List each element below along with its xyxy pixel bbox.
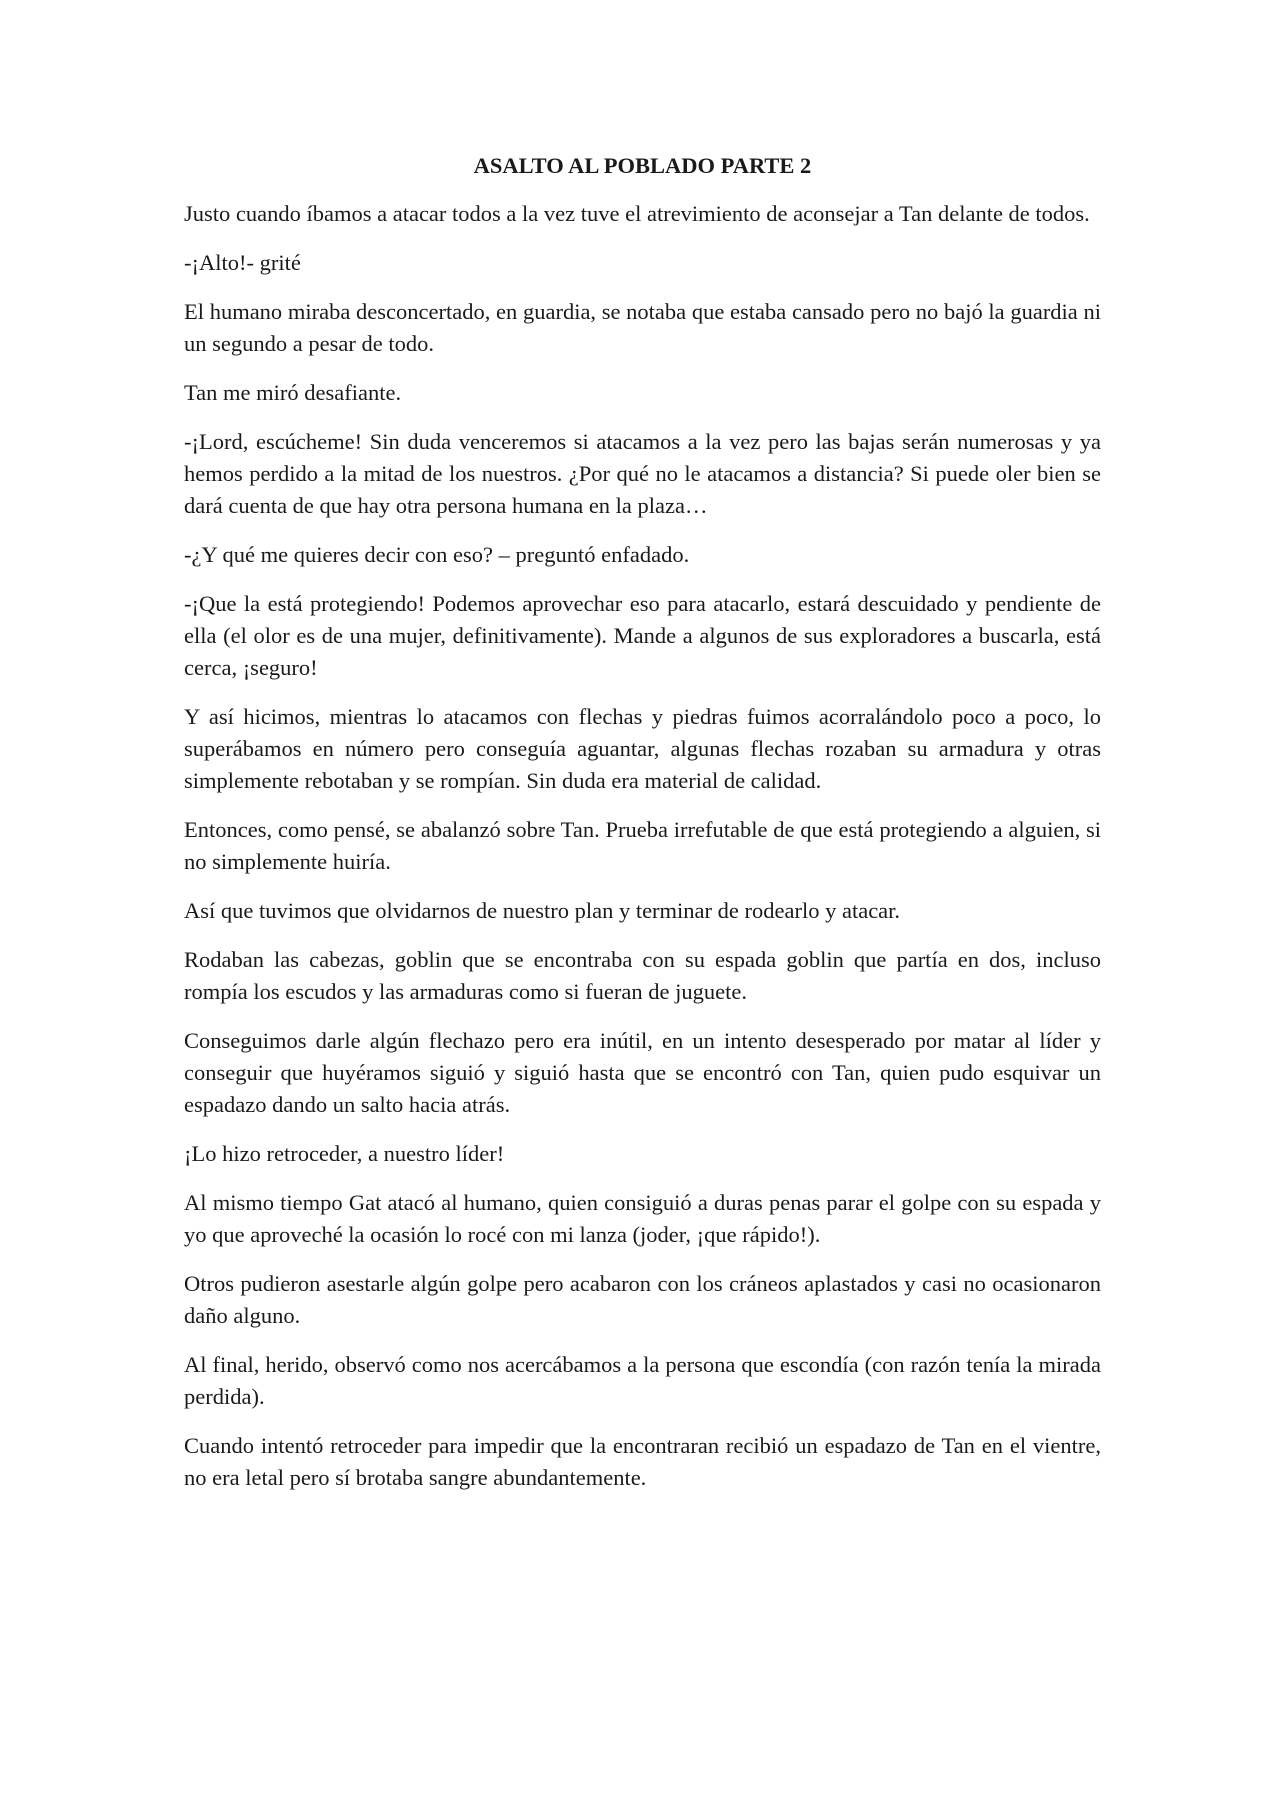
paragraph: -¡Que la está protegiendo! Podemos aprovechar eso para atacarlo, estará descuidado y pendiente de ella (el olor es de una mujer, definitivamente). Mande a algunos de sus exploradores a buscarla, está cerca, ¡seguro! — [184, 591, 1101, 680]
paragraph: El humano miraba desconcertado, en guardia, se notaba que estaba cansado pero no bajó la guardia ni un segundo a pesar de todo. — [184, 299, 1101, 356]
paragraph: Conseguimos darle algún flechazo pero era inútil, en un intento desesperado por matar al líder y conseguir que huyéramos siguió y siguió hasta que se encontró con Tan, quien pudo esquivar un espadazo dando un salto hacia atrás. — [184, 1028, 1101, 1117]
paragraph: Otros pudieron asestarle algún golpe pero acabaron con los cráneos aplastados y casi no ocasionaron daño alguno. — [184, 1271, 1101, 1328]
paragraph: Así que tuvimos que olvidarnos de nuestro plan y terminar de rodearlo y atacar. — [184, 898, 901, 923]
paragraph: -¡Lord, escúcheme! Sin duda venceremos si atacamos a la vez pero las bajas serán numerosas y ya hemos perdido a la mitad de los nuestros. ¿Por qué no le atacamos a distancia? Si puede oler bien se dará cuenta de que hay otra persona humana en la plaza… — [184, 429, 1101, 518]
paragraph: ¡Lo hizo retroceder, a nuestro líder! — [184, 1141, 505, 1166]
paragraph: Justo cuando íbamos a atacar todos a la vez tuve el atrevimiento de aconsejar a Tan delante de todos. — [184, 201, 1090, 226]
paragraph: -¿Y qué me quieres decir con eso? – preguntó enfadado. — [184, 542, 690, 567]
paragraph: -¡Alto!- grité — [184, 250, 301, 275]
document-body — [184, 150, 1101, 1511]
paragraph: Rodaban las cabezas, goblin que se encontraba con su espada goblin que partía en dos, incluso rompía los escudos y las armaduras como si fueran de juguete. — [184, 947, 1101, 1004]
paragraph: Cuando intentó retroceder para impedir que la encontraran recibió un espadazo de Tan en el vientre, no era letal pero sí brotaba sangre abundantemente. — [184, 1433, 1101, 1490]
document-title: ASALTO AL POBLADO PARTE 2 — [473, 153, 812, 178]
paragraph: Al final, herido, observó como nos acercábamos a la persona que escondía (con razón tenía la mirada perdida). — [184, 1352, 1101, 1409]
paragraph: Y así hicimos, mientras lo atacamos con flechas y piedras fuimos acorralándolo poco a poco, lo superábamos en número pero conseguía aguantar, algunas flechas rozaban su armadura y otras simplemente rebotaban y se rompían. Sin duda era material de calidad. — [184, 704, 1101, 793]
paragraph: Al mismo tiempo Gat atacó al humano, quien consiguió a duras penas parar el golpe con su espada y yo que aproveché la ocasión lo rocé con mi lanza (joder, ¡que rápido!). — [184, 1190, 1101, 1247]
paragraph: Tan me miró desafiante. — [184, 380, 402, 405]
paragraph: Entonces, como pensé, se abalanzó sobre Tan. Prueba irrefutable de que está protegiendo a alguien, si no simplemente huiría. — [184, 817, 1101, 874]
